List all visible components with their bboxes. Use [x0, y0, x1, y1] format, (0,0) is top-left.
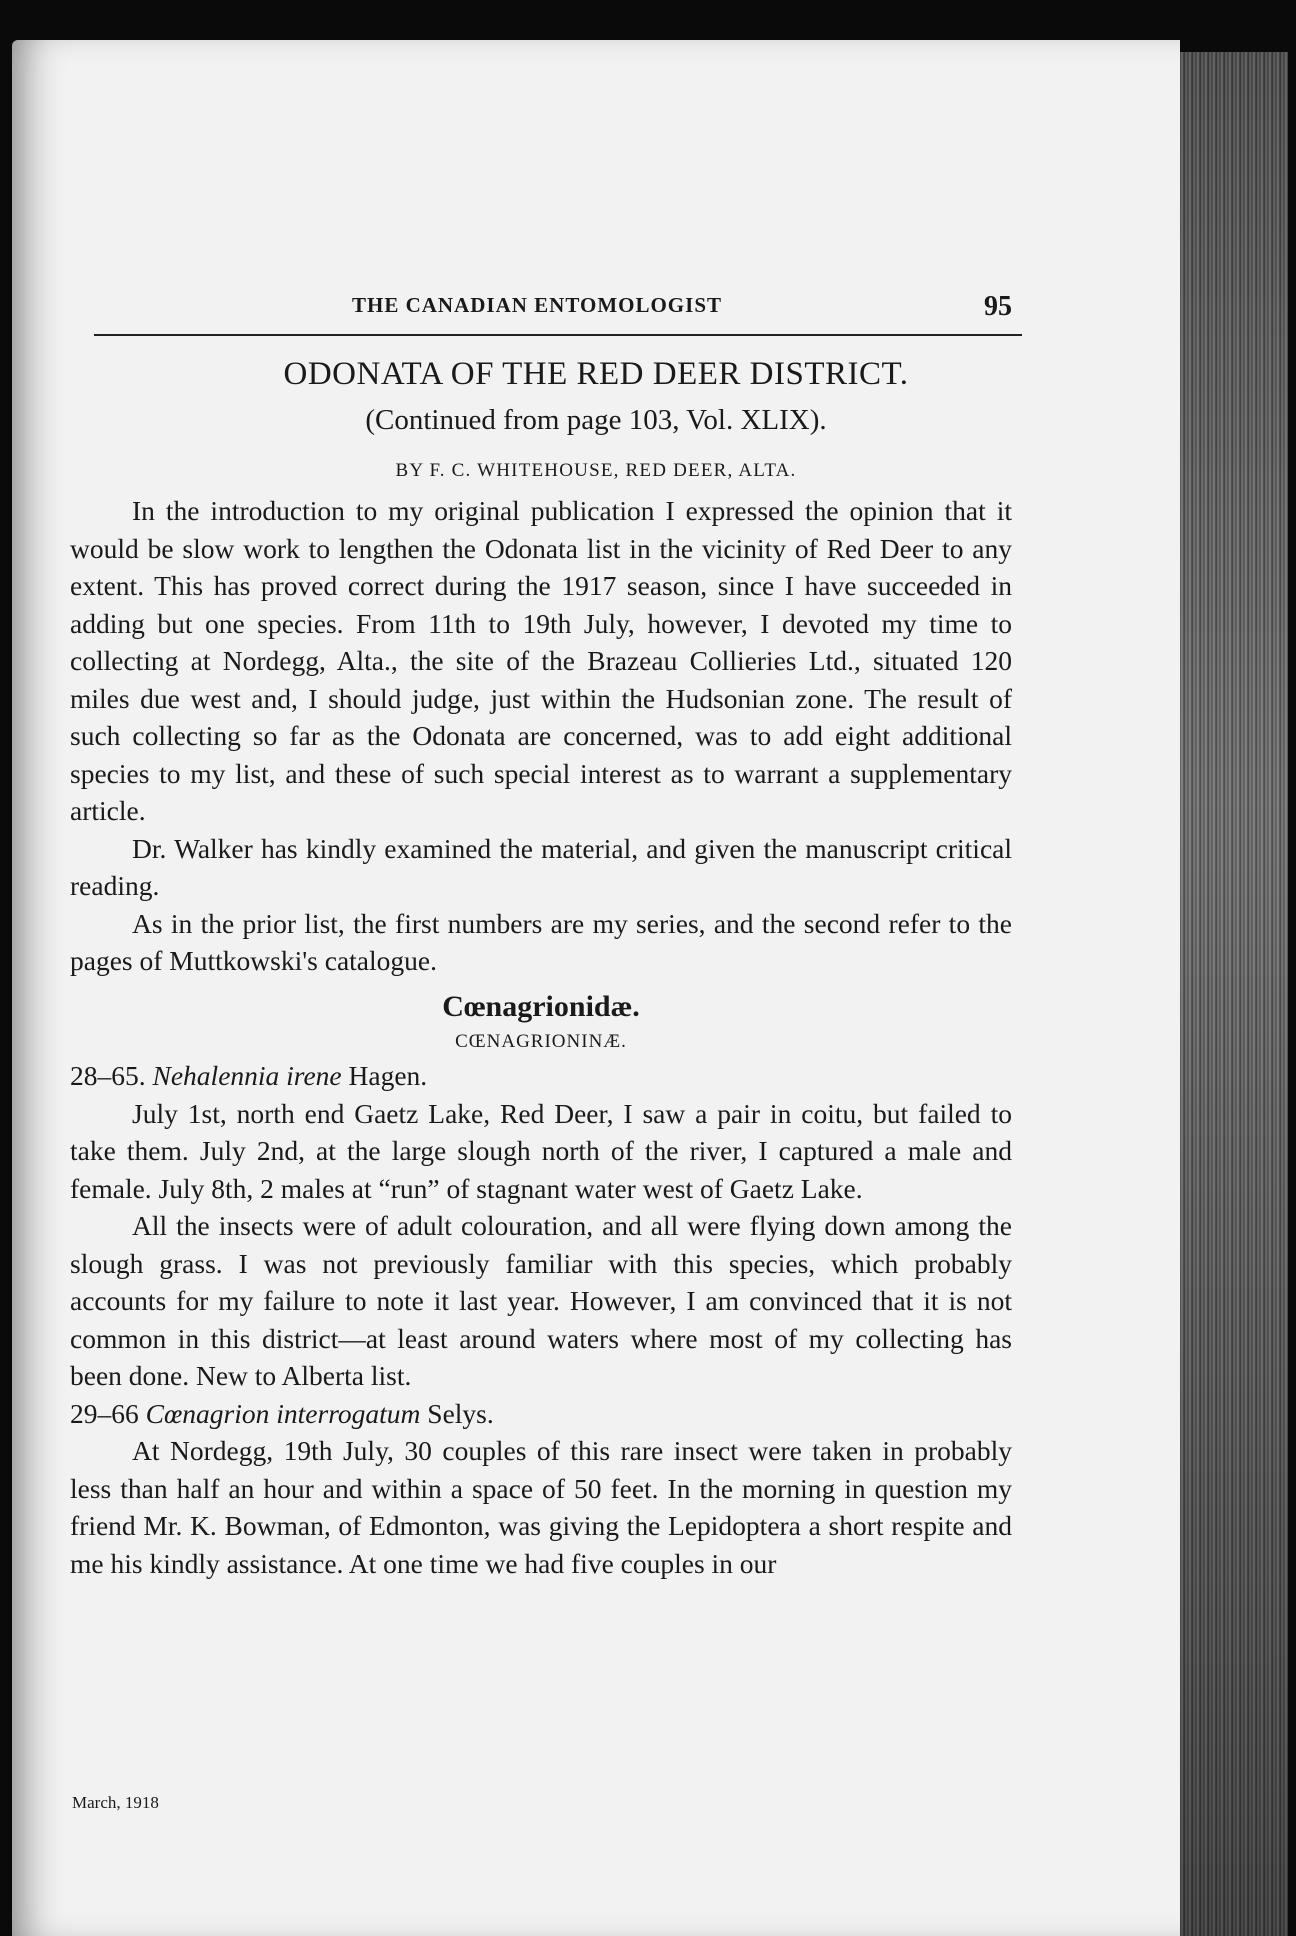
species-note: July 1st, north end Gaetz Lake, Red Deer, I saw a pair in coitu, but failed to take them. July 2nd, at the large slough north of the river, I captured a male and female. July 8th, 2 males at “run” of stagnant water west of Gaetz Lake.	[70, 1097, 1012, 1204]
article-body	[70, 492, 1012, 1582]
subfamily-heading: CŒNAGRIONINÆ.	[455, 1031, 627, 1052]
page-edges-shade	[1168, 52, 1288, 1936]
species-note: All the insects were of adult colouration, and all were flying down among the slough grass. I was not previously familiar with this species, which probably accounts for my failure to note it last year. However, I am convinced that it is not common in this district—at least around waters where most of my collecting has been done. New to Alberta list.	[70, 1210, 1012, 1391]
species-name: Cœnagrion interrogatum	[145, 1397, 421, 1429]
species-heading	[70, 1395, 1012, 1433]
byline: BY F. C. WHITEHOUSE, RED DEER, ALTA.	[395, 460, 797, 481]
paragraph-walker: Dr. Walker has kindly examined the material, and given the manuscript critical reading.	[70, 832, 1012, 901]
running-head: THE CANADIAN ENTOMOLOGIST	[352, 293, 723, 317]
page-number: 95	[984, 291, 1012, 322]
species-number: 28–65.	[70, 1060, 146, 1091]
footer-date: March, 1918	[72, 1793, 159, 1812]
paragraph-intro: In the introduction to my original publication I expressed the opinion that it would be slow work to lengthen the Odonata list in the vicinity of Red Deer to any extent. This has proved correct during the 1917 season, since I have succeeded in adding but one species. From 11th to 19th July, however, I devoted my time to collecting at Nordegg, Alta., the site of the Brazeau Collieries Ltd., situated 120 miles due west and, I should judge, just within the Hudsonian zone. The result of such collecting so far as the Odonata are concerned, was to add eight additional species to my list, and these of such special interest as to warrant a supplementary article.	[70, 495, 1012, 826]
species-author: Selys.	[427, 1397, 494, 1429]
paragraph-numbers: As in the prior list, the first numbers are my series, and the second refer to the pages of Muttkowski's catalogue.	[70, 907, 1012, 976]
species-name: Nehalennia irene	[152, 1060, 342, 1091]
species-author: Hagen.	[348, 1060, 428, 1091]
header-rule	[94, 334, 1022, 336]
species-note: At Nordegg, 19th July, 30 couples of this rare insect were taken in probably less than half an hour and within a space of 50 feet. In the morning in question my friend Mr. K. Bowman, of Edmonton, was giving the Lepidoptera a short respite and me his kindly assistance. At one time we had five couples in our	[70, 1435, 1012, 1579]
species-heading	[70, 1057, 1012, 1095]
article-title: ODONATA OF THE RED DEER DISTRICT.	[283, 356, 909, 392]
book-page	[12, 40, 1180, 1936]
family-heading: Cœnagrionidæ.	[442, 989, 640, 1023]
species-number: 29–66	[70, 1397, 139, 1429]
continued-note: (Continued from page 103, Vol. XLIX).	[365, 404, 827, 436]
